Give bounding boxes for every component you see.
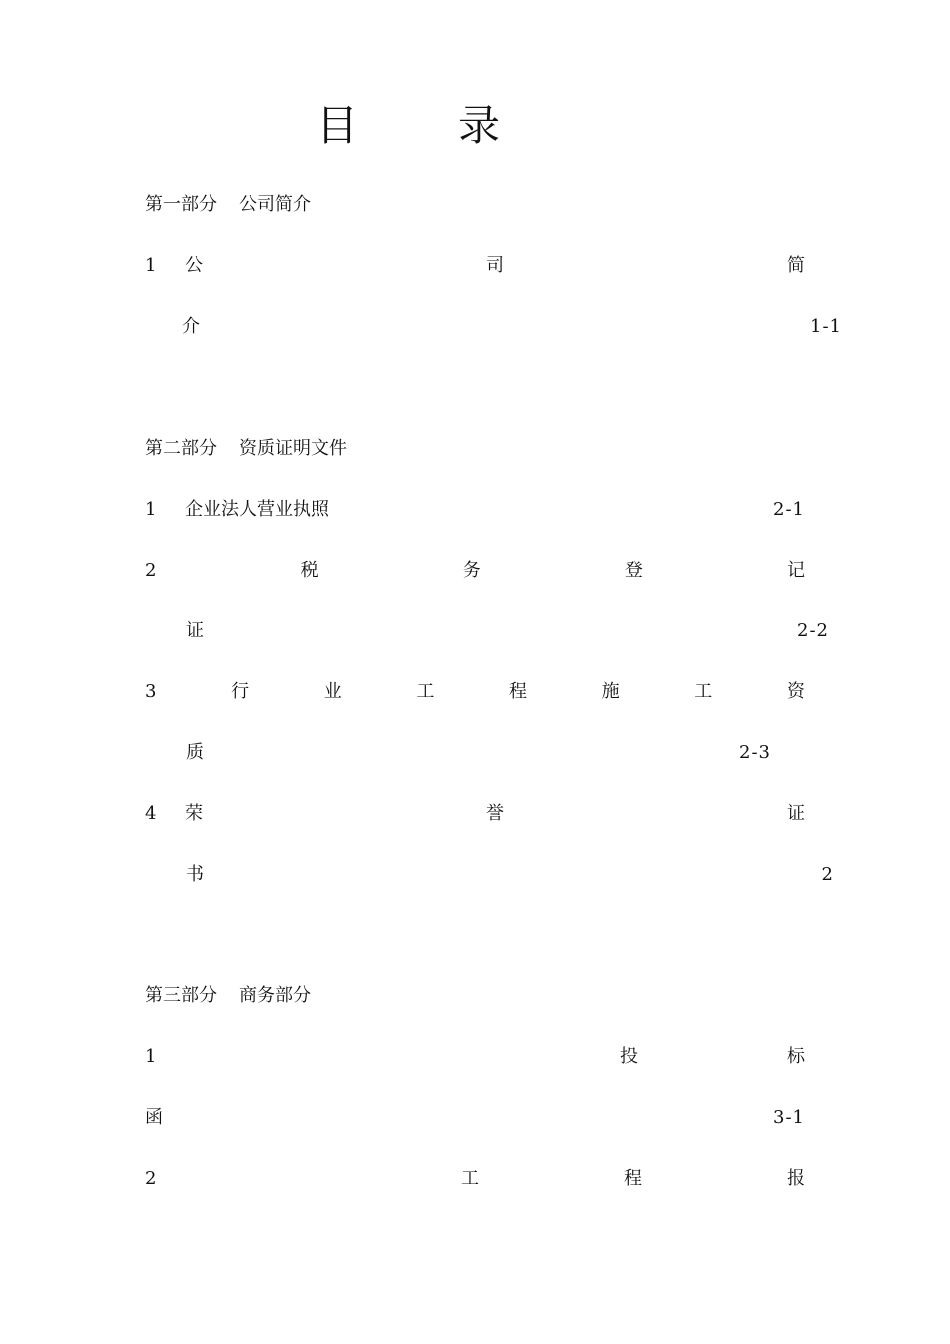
page-number: 2-3 <box>739 742 771 763</box>
entry-char: 简 <box>787 255 805 276</box>
entry-char: 程 <box>509 681 528 702</box>
toc-entry-3-1-line1 <box>145 1042 805 1072</box>
entry-text: 企业法人营业执照 <box>185 499 329 520</box>
page-number: 2-2 <box>797 620 829 641</box>
entry-char: 记 <box>786 560 805 581</box>
entry-char: 证 <box>787 803 805 824</box>
leader-dots <box>207 738 736 768</box>
entry-tail: 函 <box>145 1107 163 1128</box>
toc-entry-3-1-line2 <box>145 1103 805 1133</box>
title-char-2: 录 <box>458 101 501 150</box>
entry-number: 2 <box>145 1168 157 1189</box>
leader-dots <box>166 1103 770 1133</box>
entry-char: 投 <box>620 1046 638 1067</box>
page-number: 2-1 <box>773 499 805 520</box>
entry-char: 誉 <box>486 803 504 824</box>
entry-number: 1 <box>145 499 157 520</box>
part2-label: 第二部分 <box>145 438 217 459</box>
entry-char: 公 <box>185 255 203 276</box>
toc-entry-2-3-line1 <box>145 677 805 707</box>
entry-number: 4 <box>145 803 157 824</box>
part2-name: 资质证明文件 <box>239 438 347 459</box>
part3-name: 商务部分 <box>239 985 311 1006</box>
entry-char: 工 <box>416 681 435 702</box>
toc-entry-2-4-line2 <box>145 860 834 890</box>
entry-char: 行 <box>231 681 250 702</box>
toc-entry-2-3-line2 <box>145 738 771 768</box>
entry-char: 报 <box>787 1168 805 1189</box>
entry-number: 1 <box>145 255 157 276</box>
entry-char: 税 <box>300 560 319 581</box>
leader-dots <box>207 860 819 890</box>
leader-dots <box>332 495 770 525</box>
entry-char: 登 <box>624 560 643 581</box>
toc-entry-1-1-line2 <box>145 312 842 342</box>
toc-entry-3-2-line1 <box>145 1164 805 1194</box>
entry-char: 程 <box>624 1168 642 1189</box>
entry-char: 工 <box>461 1168 479 1189</box>
toc-entry-2-4-line1 <box>145 799 805 829</box>
toc-entry-2-2-line2 <box>145 616 829 646</box>
entry-tail: 介 <box>182 316 200 337</box>
entry-char: 荣 <box>185 803 203 824</box>
part1-heading <box>145 190 805 220</box>
entry-char: 资 <box>786 681 805 702</box>
part1-name: 公司简介 <box>239 194 311 215</box>
entry-char: 施 <box>601 681 620 702</box>
part3-heading <box>145 981 805 1011</box>
entry-char: 司 <box>486 255 504 276</box>
toc-entry-2-2-line1 <box>145 556 805 586</box>
entry-char: 标 <box>787 1046 805 1067</box>
toc-entry-1-1-line1 <box>145 251 805 281</box>
page-number: 1-1 <box>810 316 842 337</box>
entry-tail: 书 <box>186 864 204 885</box>
entry-number: 2 <box>145 560 157 581</box>
entry-char: 业 <box>323 681 342 702</box>
part1-label: 第一部分 <box>145 194 217 215</box>
entry-number: 1 <box>145 1046 157 1067</box>
part3-label: 第三部分 <box>145 985 217 1006</box>
part2-heading <box>145 434 805 464</box>
leader-dots <box>203 312 807 342</box>
entry-char: 务 <box>462 560 481 581</box>
entry-char: 工 <box>694 681 713 702</box>
page-number: 3-1 <box>773 1107 805 1128</box>
page-number: 2 <box>821 864 834 885</box>
entry-tail: 证 <box>186 620 204 641</box>
entry-tail: 质 <box>186 742 204 763</box>
title-char-1: 目 <box>316 101 359 150</box>
toc-title <box>0 98 950 154</box>
entry-number: 3 <box>145 681 157 702</box>
leader-dots <box>207 616 794 646</box>
toc-entry-2-1 <box>145 495 805 525</box>
